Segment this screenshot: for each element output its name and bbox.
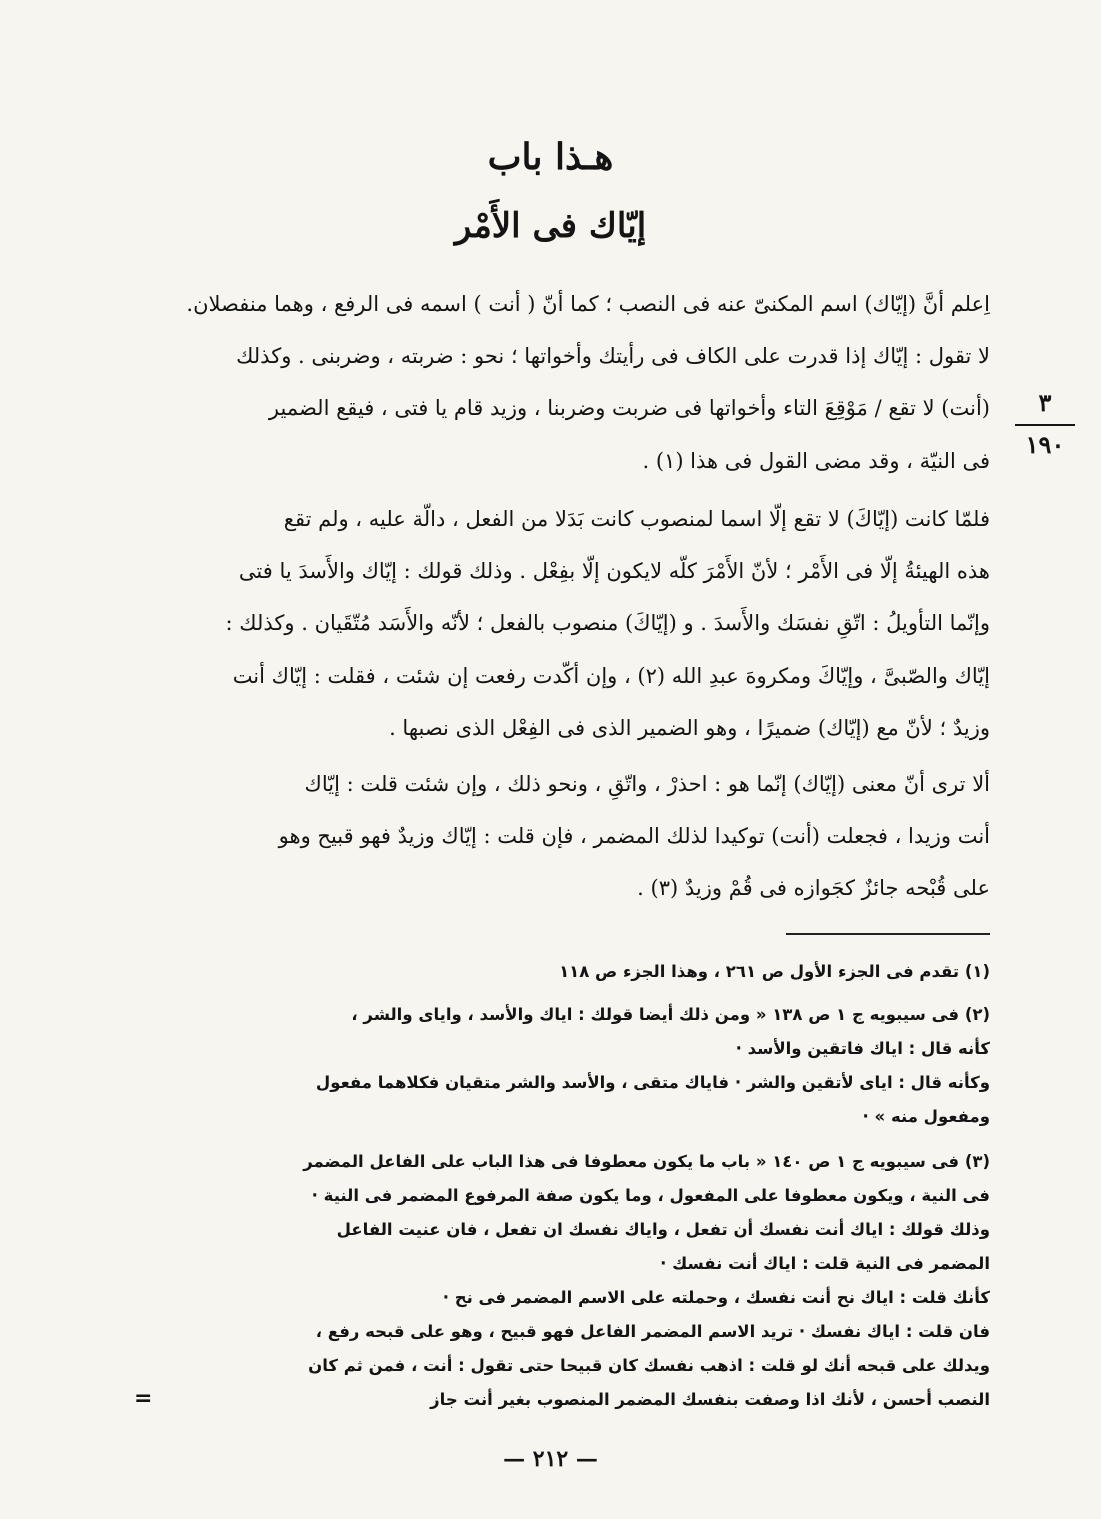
footnote-line: (١) تقدم فى الجزء الأول ص ٢٦١ ، وهذا الجزء ص ١١٨	[559, 962, 990, 981]
paragraph-1	[128, 278, 990, 487]
footnote-line: ويدلك على قبحه أنك لو قلت : اذهب نفسك كان قبيحا حتى تقول : أنت ، فمن ثم كان	[308, 1356, 990, 1375]
footnote-line: النصب أحسن ، لأنك اذا وصفت بنفسك المضمر المنصوب بغير أنت جاز	[430, 1390, 990, 1409]
footnote-line: كأنه قال : اياك فاتقين والأسد ·	[735, 1039, 990, 1058]
text-line: فلمّا كانت (إيّاكَ) لا تقع إلّا اسما لمنصوب كانت بَدَلا من الفعل ، دالّة عليه ، ولم تقع	[283, 507, 990, 531]
text-line: وإنّما التأويلُ : اتّقِ نفسَك والأَسدَ . و (إيّاكَ) منصوب بالفعل ؛ لأنّه والأَسَد مُتّقَيان . وكذلك :	[225, 611, 990, 636]
footnote-line: وذلك قولك : اياك أنت نفسك أن تفعل ، واياك نفسك ان تفعل ، فان عنيت الفاعل	[336, 1220, 990, 1239]
text-line: على قُبْحه جائزٌ كجَوازه فى قُمْ وزيدٌ (٣) .	[637, 876, 990, 901]
text-line: أنت وزيدا ، فجعلت (أنت) توكيدا لذلك المضمر ، فإن قلت : إيّاك وزيدٌ فهو قبيح وهو	[278, 824, 990, 849]
paragraph-2	[128, 493, 990, 754]
chapter-subheading: إيّاك فى الأَمْر	[454, 206, 647, 246]
footnote-line: وكأنه قال : اياى لأتقين والشر · فاياك متقى ، والأسد والشر متقيان فكلاهما مفعول	[315, 1073, 990, 1092]
page-number: — ٢١٢ —	[503, 1446, 598, 1472]
footnote-line: فى النية ، ويكون معطوفا على المفعول ، وما يكون صفة المرفوع المضمر فى النية ·	[311, 1186, 990, 1205]
text-line: ألا ترى أنّ معنى (إيّاك) إنّما هو : احذرْ ، واتّقِ ، ونحو ذلك ، وإن شئت قلت : إيّاك	[304, 772, 990, 796]
footnote-line: كأنك قلت : اياك نح أنت نفسك ، وحملته على الاسم المضمر فى نح ·	[442, 1288, 990, 1307]
chapter-heading: هـذا باب	[487, 136, 614, 178]
text-line: فى النيّة ، وقد مضى القول فى هذا (١) .	[642, 448, 990, 473]
footnote-2	[128, 998, 990, 1134]
margin-page-reference: ١٩٠	[1025, 430, 1065, 459]
footnote-line: (٢) فى سيبويه ج ١ ص ١٣٨ « ومن ذلك أيضا قولك : اياك والأسد ، واياى والشر ،	[351, 1005, 990, 1024]
text-line: (أنت) لا تقع / مَوْقِعَ التاء وأخواتها فى ضربت وضربنا ، وزيد قام يا فتى ، فيقع الضمير	[268, 396, 990, 421]
paragraph-3	[128, 758, 990, 915]
text-line: هذه الهيئةُ إلّا فى الأَمْر ؛ لأنّ الأَمْرَ كلّه لايكون إلّا بفِعْل . وذلك قولك : إيّاك والأَسدَ يا فتى	[238, 559, 990, 584]
margin-volume-number: ٣	[1038, 388, 1052, 417]
continuation-mark: =	[134, 1386, 153, 1411]
text-line: لا تقول : إيّاك إذا قدرت على الكاف فى رأيتك وأخواتها ؛ نحو : ضربته ، وضربنى . وكذلك	[236, 344, 990, 369]
footnote-line: (٣) فى سيبويه ج ١ ص ١٤٠ « باب ما يكون معطوفا فى هذا الباب على الفاعل المضمر	[303, 1152, 990, 1171]
footnote-line: المضمر فى النية قلت : اياك أنت نفسك ·	[660, 1254, 990, 1273]
footnote-separator	[786, 933, 990, 935]
text-line: إيّاك والصّبىَّ ، وإيّاكَ ومكروهَ عبدِ الله (٢) ، وإن أكّدت رفعت إن شئت ، فقلت : إيّاك أنت	[232, 663, 990, 688]
footnote-3	[128, 1145, 990, 1417]
margin-divider	[1015, 424, 1075, 426]
text-line: وزيدٌ ؛ لأنّ مع (إيّاك) ضميرًا ، وهو الضمير الذى فى الفِعْل الذى نصبها .	[389, 715, 990, 740]
footnote-line: ومفعول منه » ·	[862, 1107, 990, 1126]
footnote-line: فان قلت : اياك نفسك · تريد الاسم المضمر الفاعل فهو قبيح ، وهو على قبحه رفع ،	[315, 1322, 990, 1341]
footnote-1	[128, 955, 990, 989]
text-line: اِعلم أنَّ (إيّاك) اسم المكنىّ عنه فى النصب ؛ كما أنّ ( أنت ) اسمه فى الرفع ، وهما منفصلان.	[186, 292, 990, 316]
